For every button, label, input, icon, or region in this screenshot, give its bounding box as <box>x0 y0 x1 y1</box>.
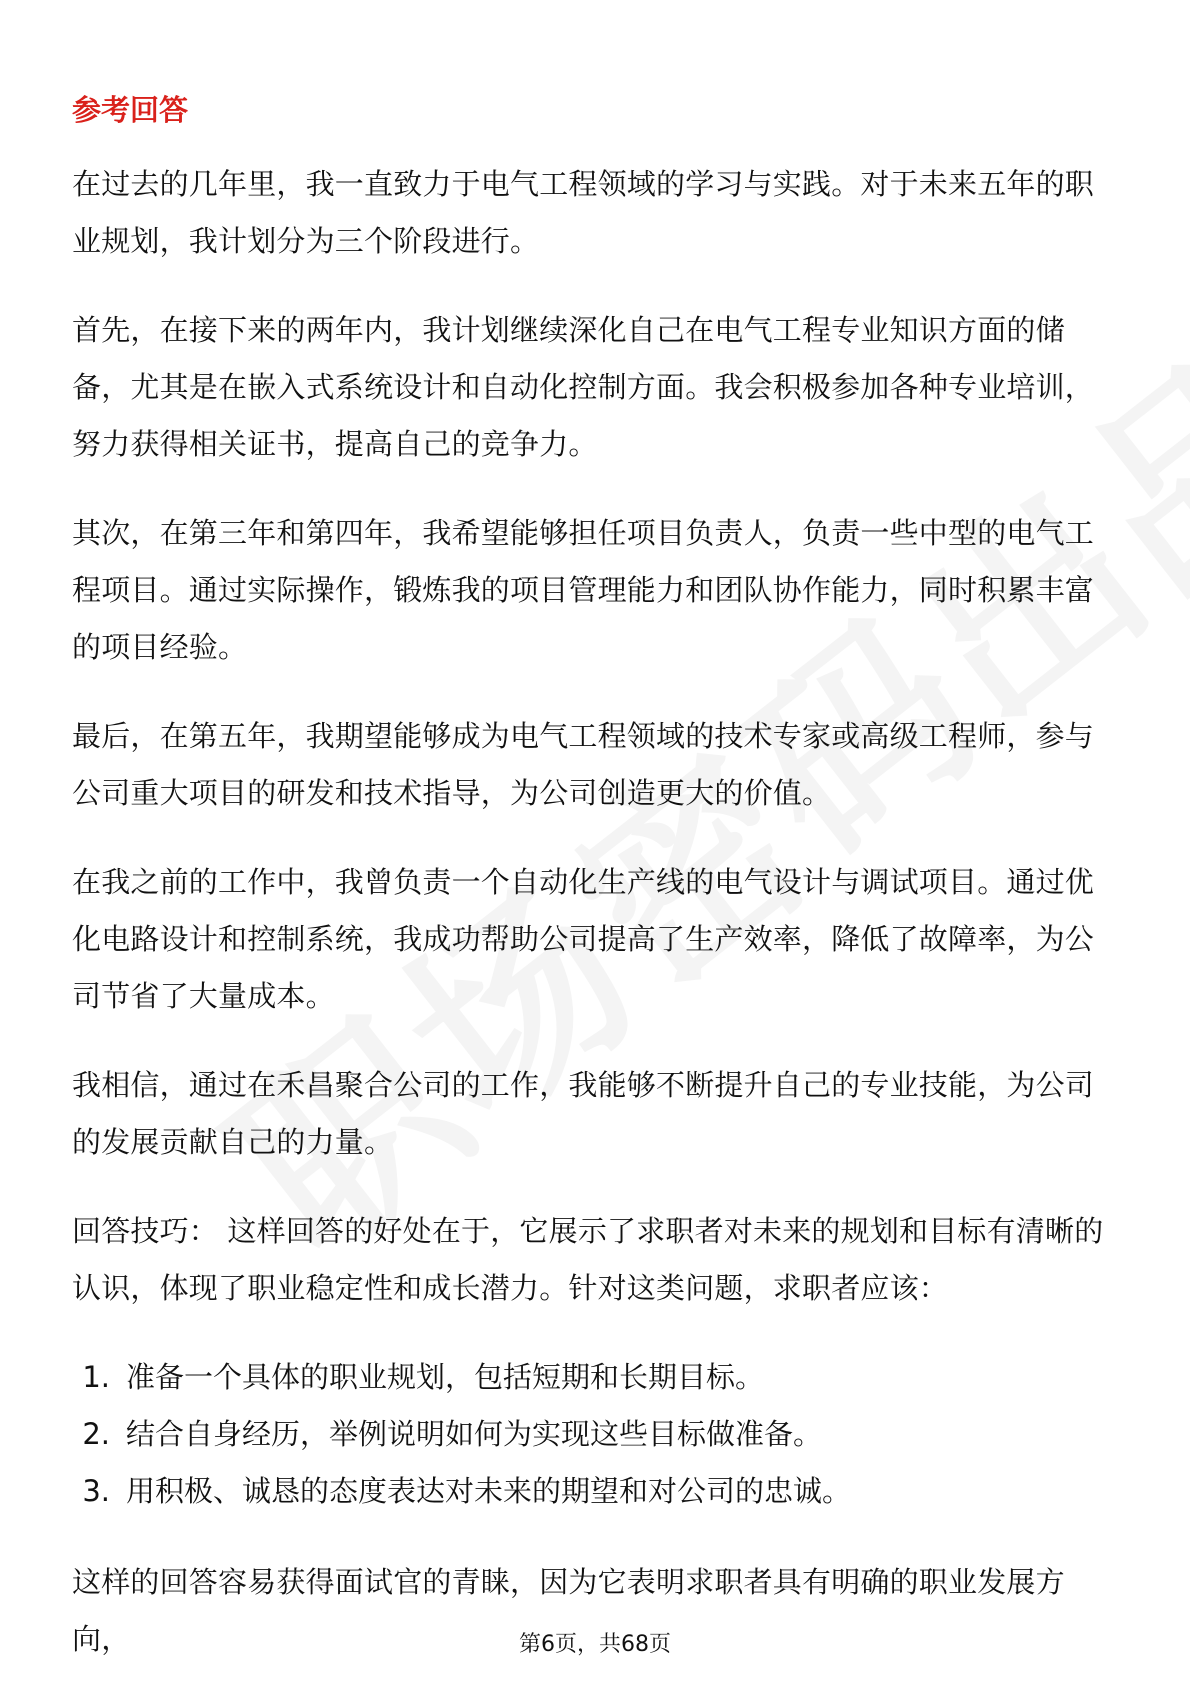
paragraph-intro: 在过去的几年里，我一直致力于电气工程领域的学习与实践。对于未来五年的职业规划，我计划分为三个阶段进行。 <box>72 167 1095 258</box>
list-item-text: 结合自身经历，举例说明如何为实现这些目标做准备。 <box>126 1417 823 1451</box>
paragraph-second-stage: 其次，在第三年和第四年，我希望能够担任项目负责人，负责一些中型的电气工程项目。通过实际操作，锻炼我的项目管理能力和团队协作能力，同时积累丰富的项目经验。 <box>72 516 1095 664</box>
paragraph-experience: 在我之前的工作中，我曾负责一个自动化生产线的电气设计与调试项目。通过优化电路设计和控制系统，我成功帮助公司提高了生产效率，降低了故障率，为公司节省了大量成本。 <box>72 865 1095 1013</box>
list-item-number: 2. <box>82 1417 110 1451</box>
paragraph-belief: 我相信，通过在禾昌聚合公司的工作，我能够不断提升自己的专业技能，为公司的发展贡献自己的力量。 <box>72 1068 1095 1159</box>
list-item <box>72 1463 1122 1520</box>
list-item <box>72 1349 1122 1406</box>
paragraph-tips-intro: 回答技巧： 这样回答的好处在于，它展示了求职者对未来的规划和目标有清晰的认识，体现了职业稳定性和成长潜力。针对这类问题，求职者应该： <box>72 1214 1104 1305</box>
list-item-number: 1. <box>82 1360 110 1394</box>
paragraph-first-stage: 首先，在接下来的两年内，我计划继续深化自己在电气工程专业知识方面的储备，尤其是在嵌入式系统设计和自动化控制方面。我会积极参加各种专业培训，努力获得相关证书，提高自己的竞争力。 <box>72 313 1095 461</box>
list-item-number: 3. <box>82 1474 110 1508</box>
list-item-text: 准备一个具体的职业规划，包括短期和长期目标。 <box>126 1360 765 1394</box>
section-heading: 参考回答 <box>72 93 189 127</box>
tips-list <box>72 1349 1122 1520</box>
paragraph-third-stage: 最后，在第五年，我期望能够成为电气工程领域的技术专家或高级工程师，参与公司重大项目的研发和技术指导，为公司创造更大的价值。 <box>72 719 1095 810</box>
list-item <box>72 1406 1122 1463</box>
paragraph-closing: 这样的回答容易获得面试官的青睐，因为它表明求职者具有明确的职业发展方向， <box>72 1565 1065 1656</box>
list-item-text: 用积极、诚恳的态度表达对未来的期望和对公司的忠诚。 <box>126 1474 852 1508</box>
document-content <box>72 88 1122 1700</box>
page-number: 第6页，共68页 <box>519 1632 671 1657</box>
